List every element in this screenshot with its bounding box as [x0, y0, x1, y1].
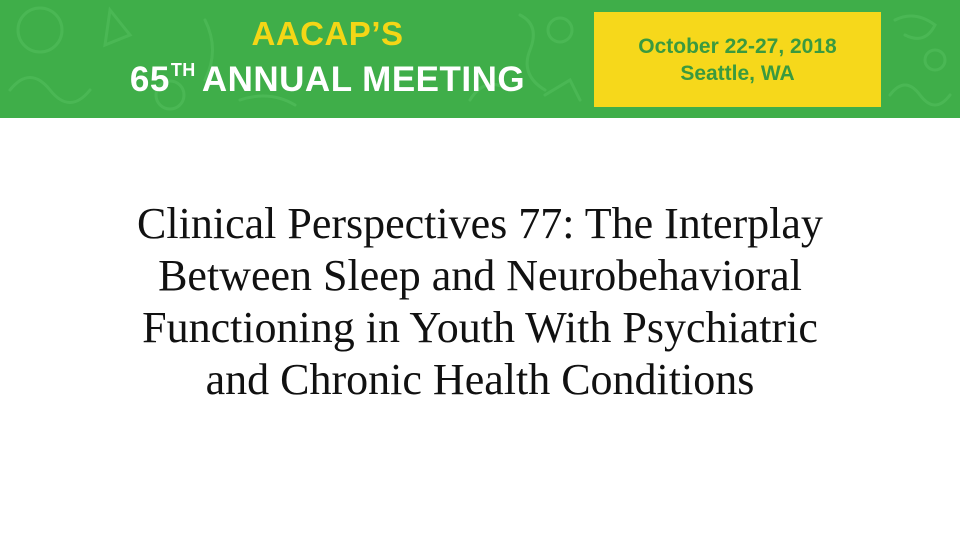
meeting-number: 65 — [129, 60, 170, 99]
slide-title-line: Functioning in Youth With Psychiatric — [142, 303, 818, 352]
conference-banner — [0, 0, 960, 118]
meeting-title — [0, 60, 655, 100]
meeting-location: Seattle, WA — [680, 61, 795, 85]
slide-title-line: Clinical Perspectives 77: The Interplay — [137, 199, 823, 248]
meeting-dates: October 22-27, 2018 — [638, 34, 837, 58]
meeting-name: ANNUAL MEETING — [201, 60, 526, 99]
slide-title-line: and Chronic Health Conditions — [205, 355, 755, 404]
organization-name: AACAP’S — [251, 15, 404, 52]
date-location-box — [594, 12, 881, 107]
slide-title-line: Between Sleep and Neurobehavioral — [158, 251, 802, 300]
meeting-ordinal-suffix: TH — [170, 60, 196, 80]
slide-title — [40, 198, 920, 406]
